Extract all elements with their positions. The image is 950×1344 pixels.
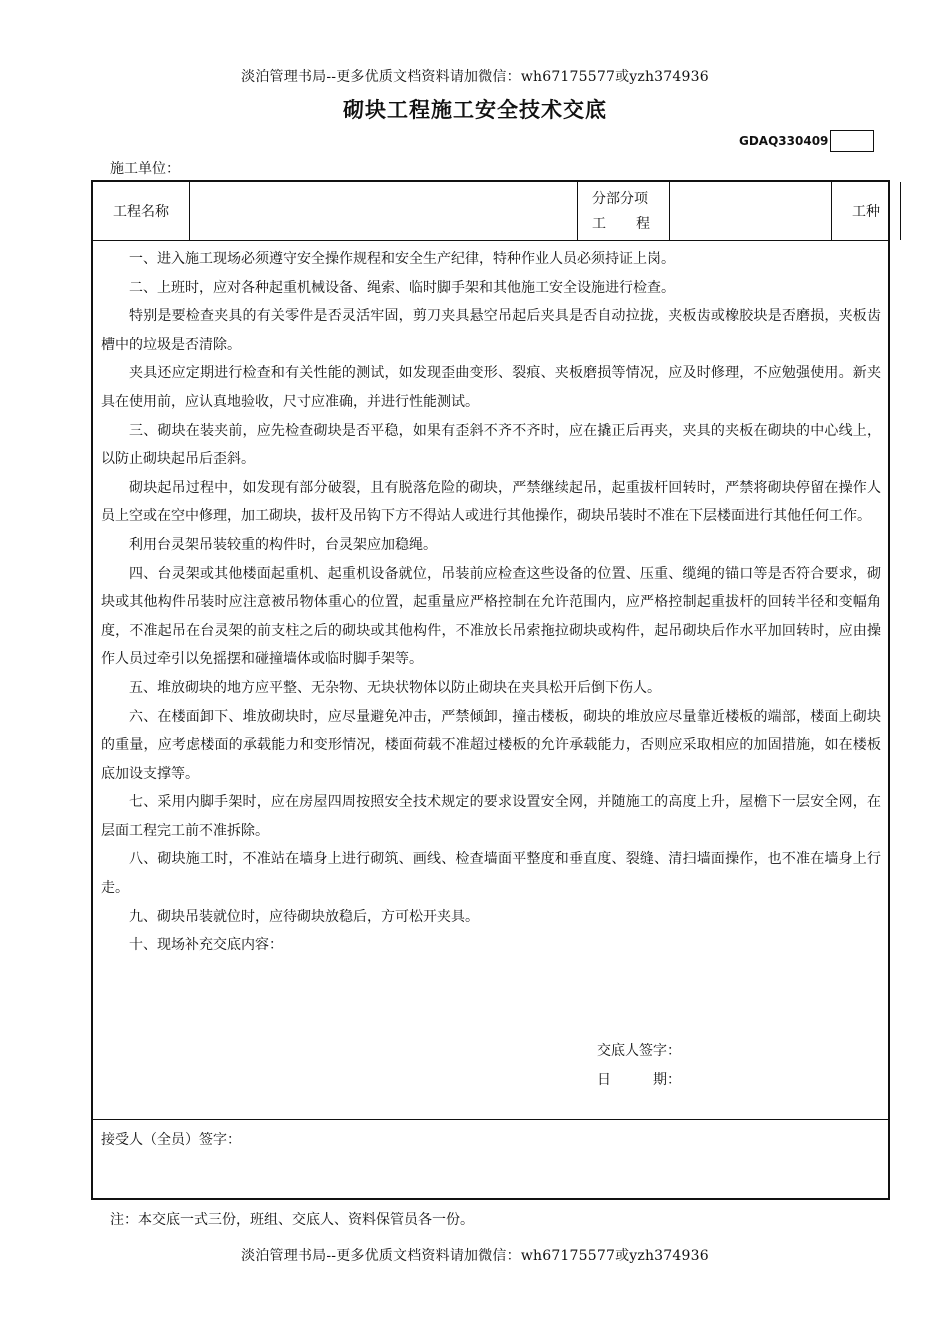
sub-project-label-char2: 程 xyxy=(636,216,650,232)
paragraph: 六、在楼面卸下、堆放砌块时，应尽量避免冲击，严禁倾卸，撞击楼板，砌块的堆放应尽量靠近楼板的端部，楼面上砌块的重量，应考虑楼面的承载能力和变形情况，楼面荷载不准超过楼板的允许承载能力，否则应采取相应的加固措施，如在楼板底加设支撑等。 xyxy=(101,708,881,782)
paragraph: 夹具还应定期进行检查和有关性能的测试，如发现歪曲变形、裂痕、夹板磨损等情况，应及时修理，不应勉强使用。新夹具在使用前，应认真地验收，尺寸应准确，并进行性能测试。 xyxy=(101,365,881,410)
document-code: GDAQ330409 xyxy=(739,134,829,148)
work-type-label: 工种 xyxy=(832,182,901,240)
paragraph: 七、采用内脚手架时，应在房屋四周按照安全技术规定的要求设置安全网，并随施工的高度上升，屋檐下一层安全网，在层面工程完工前不准拆除。 xyxy=(101,794,881,839)
document-title: 砌块工程施工安全技术交底 xyxy=(343,98,607,122)
sub-project-field[interactable] xyxy=(670,182,832,240)
footer-note: 淡泊管理书局--更多优质文档资料请加微信：wh67175577或yzh374936 xyxy=(241,1248,709,1264)
work-type-field[interactable] xyxy=(901,182,950,240)
paragraph: 特别是要检查夹具的有关零件是否灵活牢固，剪刀夹具悬空吊起后夹具是否自动拉拢，夹板齿或橡胶块是否磨损，夹板齿槽中的垃圾是否清除。 xyxy=(101,308,881,353)
header-note: 淡泊管理书局--更多优质文档资料请加微信：wh67175577或yzh374936 xyxy=(241,69,709,85)
date-label-char: 日 xyxy=(597,1071,611,1088)
disclosure-content-area xyxy=(93,241,888,1120)
project-name-field[interactable] xyxy=(190,182,578,240)
sub-project-label xyxy=(578,182,670,240)
sub-project-label-char1: 工 xyxy=(592,216,606,232)
document-code-area xyxy=(739,130,874,152)
date-label-rest: 期： xyxy=(653,1071,681,1088)
project-name-label: 工程名称 xyxy=(93,182,190,240)
paragraph: 利用台灵架吊装较重的构件时，台灵架应加稳绳。 xyxy=(129,536,437,553)
paragraph: 砌块起吊过程中，如发现有部分破裂，且有脱落危险的砌块，严禁继续起吊，起重拔杆回转时，严禁将砌块停留在操作人员上空或在空中修理，加工砌块，拔杆及吊钩下方不得站人或进行其他操作，砌块吊装时不准在下层楼面进行其他任何工作。 xyxy=(101,479,881,525)
presenter-date-label[interactable] xyxy=(597,1066,681,1095)
document-code-box[interactable] xyxy=(830,130,874,152)
paragraph: 十、现场补充交底内容： xyxy=(129,937,283,954)
receiver-signature-label[interactable]: 接受人（全员）签字： xyxy=(101,1132,241,1148)
presenter-sign-block xyxy=(597,1037,681,1094)
paragraph: 一、进入施工现场必须遵守安全操作规程和安全生产纪律，特种作业人员必须持证上岗。 xyxy=(129,251,675,267)
presenter-signature-label[interactable]: 交底人签字： xyxy=(597,1043,681,1059)
construction-unit-label: 施工单位： xyxy=(110,161,180,177)
paragraph: 二、上班时，应对各种起重机械设备、绳索、临时脚手架和其他施工安全设施进行检查。 xyxy=(129,279,675,296)
paragraph: 八、砌块施工时，不准站在墙身上进行砌筑、画线、检查墙面平整度和垂直度、裂缝、清扫墙面操作，也不准在墙身上行走。 xyxy=(101,851,881,897)
paragraph: 四、台灵架或其他楼面起重机、起重机设备就位，吊装前应检查这些设备的位置、压重、缆绳的锚口等是否符合要求，砌块或其他构件吊装时应注意被吊物体重心的位置，起重量应严格控制在允许范围内，应严格控制起重拔杆的回转半径和变幅角度，不准起吊在台灵架的前支柱之后的砌块或其他构件，不准放长吊索拖拉砌块或构件，起吊砌块后作水平加回转时，应由操作人员过牵引以免摇摆和碰撞墙体或临时脚手架等。 xyxy=(101,565,881,668)
footnote: 注：本交底一式三份，班组、交底人、资料保管员各一份。 xyxy=(110,1212,474,1228)
disclosure-form xyxy=(91,180,890,1200)
sub-project-label-line1: 分部分项 xyxy=(592,191,648,207)
paragraph: 五、堆放砌块的地方应平整、无杂物、无块状物体以防止砌块在夹具松开后倒下伤人。 xyxy=(129,679,661,696)
form-header-row xyxy=(93,182,888,241)
paragraph: 三、砌块在装夹前，应先检查砌块是否平稳，如果有歪斜不齐不齐时，应在撬正后再夹，夹具的夹板在砌块的中心线上，以防止砌块起吊后歪斜。 xyxy=(101,422,881,468)
paragraph: 九、砌块吊装就位时，应待砌块放稳后，方可松开夹具。 xyxy=(129,908,479,925)
sub-project-label-line2 xyxy=(578,212,669,237)
disclosure-text xyxy=(101,245,881,960)
